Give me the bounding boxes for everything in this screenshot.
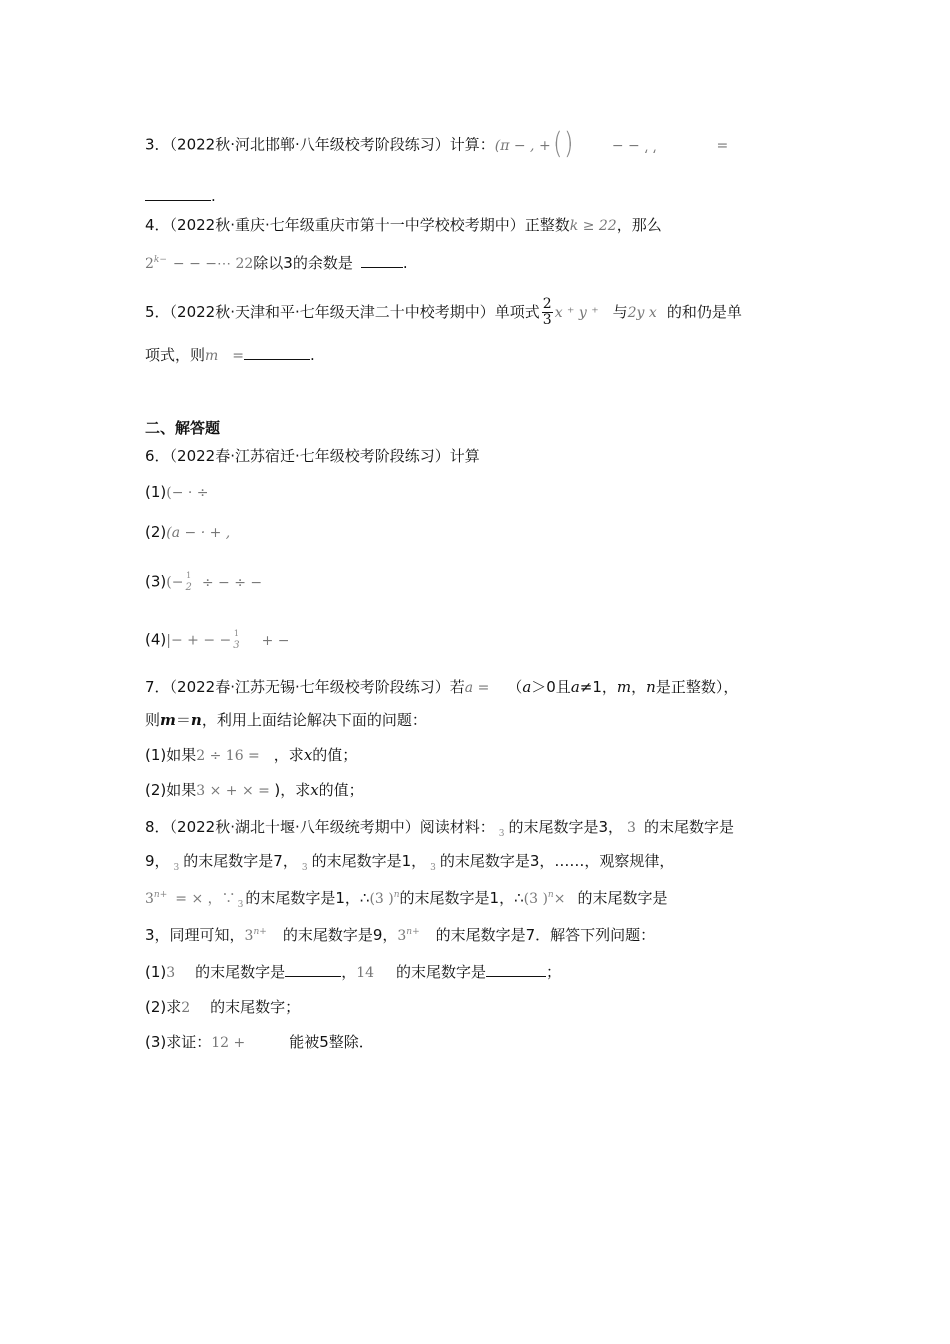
question-source: （2022春·江苏宿迁·七年级校考阶段练习）计算 (169, 447, 480, 465)
math-expression: + − (261, 632, 290, 649)
answer-blank[interactable] (285, 960, 341, 977)
monomial-1: x ⁺ y ⁺ (554, 305, 599, 321)
question-text: 除以3的余数是 (253, 254, 353, 272)
question-text: 的和仍是单 (666, 303, 742, 321)
math-expression: (− · ÷ (166, 485, 209, 501)
math-expression: 3 × + × = (196, 783, 275, 799)
math-condition: a = (464, 680, 490, 696)
math-expression: − − ͵ ͵ (611, 137, 657, 154)
math-exponent: k− (153, 255, 167, 265)
question-number: 3． (145, 135, 170, 154)
question-7-part-1: (1)如果2 ÷ 16 = ，求x的值； (145, 746, 358, 764)
question-3 (145, 134, 728, 156)
monomial-2: 2y x (627, 305, 657, 321)
question-number: 4． (145, 216, 170, 234)
question-4-line2: $2^{k-}$ − − −⋯ 22除以3的余数是 . (145, 250, 408, 274)
question-5-line2: 项式，则m = . (145, 343, 315, 366)
section-title: 二、解答题 (145, 419, 221, 437)
answer-blank[interactable] (486, 960, 546, 977)
question-source: （2022秋·重庆·七年级重庆市第十一中学校校考期中）正整数 (169, 216, 570, 234)
answer-blank[interactable] (361, 251, 403, 268)
answer-blank[interactable] (145, 184, 211, 201)
math-expression: ÷ − ÷ − (201, 574, 263, 591)
question-4 (145, 215, 662, 236)
question-text: 项式，则 (145, 346, 206, 364)
question-6-part-3: (3)(− 1 2 ÷ − ÷ − (145, 571, 263, 593)
fraction: $\frac{2}{3}$ (542, 296, 552, 328)
question-text: ，那么 (616, 216, 662, 234)
question-source: （2022秋·河北邯郸·八年级校考阶段练习）计算： (169, 135, 495, 154)
fraction-bracket: ⎛ ⎞ ⎝ ⎠ (554, 132, 572, 158)
question-source: （2022秋·天津和平·七年级天津二十中校考期中）单项式 (169, 303, 540, 321)
question-7-part-2: (2)如果3 × + × = )，求x的值； (145, 781, 364, 799)
question-8-part-3: (3)求证：12 + 能被5整除． (145, 1033, 374, 1051)
question-8-line4: 3，同理可知，$3^{n+}$ 的末尾数字是9，$3^{n+}$ 的末尾数字是7．解答下列问题： (145, 926, 656, 944)
question-7-line2: 则m＝n，利用上面结论解决下面的问题： (145, 711, 427, 729)
question-number: 6． (145, 447, 170, 465)
question-6-part-1: (1)(− · ÷ (145, 483, 209, 501)
math-expression: − − −⋯ 22 (172, 256, 254, 272)
question-5 (145, 297, 742, 328)
question-8: 8．（2022秋·湖北十堰·八年级统考期中）阅读材料： $_3$ 的末尾数字是3， 3 的末尾数字是 (145, 818, 734, 839)
question-8-part-2: (2)求2 的末尾数字； (145, 998, 301, 1016)
question-6 (145, 446, 480, 466)
math-base: 2 (145, 256, 154, 272)
answer-blank[interactable] (244, 343, 310, 360)
question-8-line2: 9， $_3$ 的末尾数字是7， $_3$ 的末尾数字是1， $_3$ 的末尾数字是3，……，观察规律， (145, 852, 675, 873)
question-8-part-1: (1)3 的末尾数字是 ，14 的末尾数字是 ； (145, 960, 561, 983)
question-number: 8． (145, 818, 170, 836)
question-text: 与 (612, 303, 628, 321)
math-expression: |− + − − (166, 632, 232, 649)
question-8-line3: $3^{n+}$ = × ，∵ $_3$ 的末尾数字是1，∴(3 )$^n$的末尾数字是1，∴(3 )$^n$× 的末尾数字是 (145, 889, 668, 910)
equals-sign: = (716, 137, 729, 154)
question-6-part-2: (2)(a − · + , (145, 523, 231, 541)
math-expression: (π − , + (494, 137, 551, 154)
fraction: 1 2 (185, 571, 192, 593)
math-expression: 2 ÷ 16 = (196, 748, 260, 764)
question-source: （2022春·江苏无锡·七年级校考阶段练习）若 (169, 678, 465, 696)
question-3-answer: . (145, 184, 216, 206)
question-number: 5． (145, 303, 170, 321)
math-expression: (a − · + , (166, 525, 231, 541)
question-6-part-4: (4)|− + − − 1 3 + − (145, 629, 290, 651)
fraction: 1 3 (233, 629, 240, 651)
question-7: 7．（2022春·江苏无锡·七年级校考阶段练习）若a = （a＞0且a≠1，m，n是正整数）， (145, 678, 739, 696)
math-condition: k ≥ 22 (569, 218, 617, 234)
question-number: 7． (145, 678, 170, 696)
question-source: （2022秋·湖北十堰·八年级统考期中）阅读材料： (169, 818, 495, 836)
